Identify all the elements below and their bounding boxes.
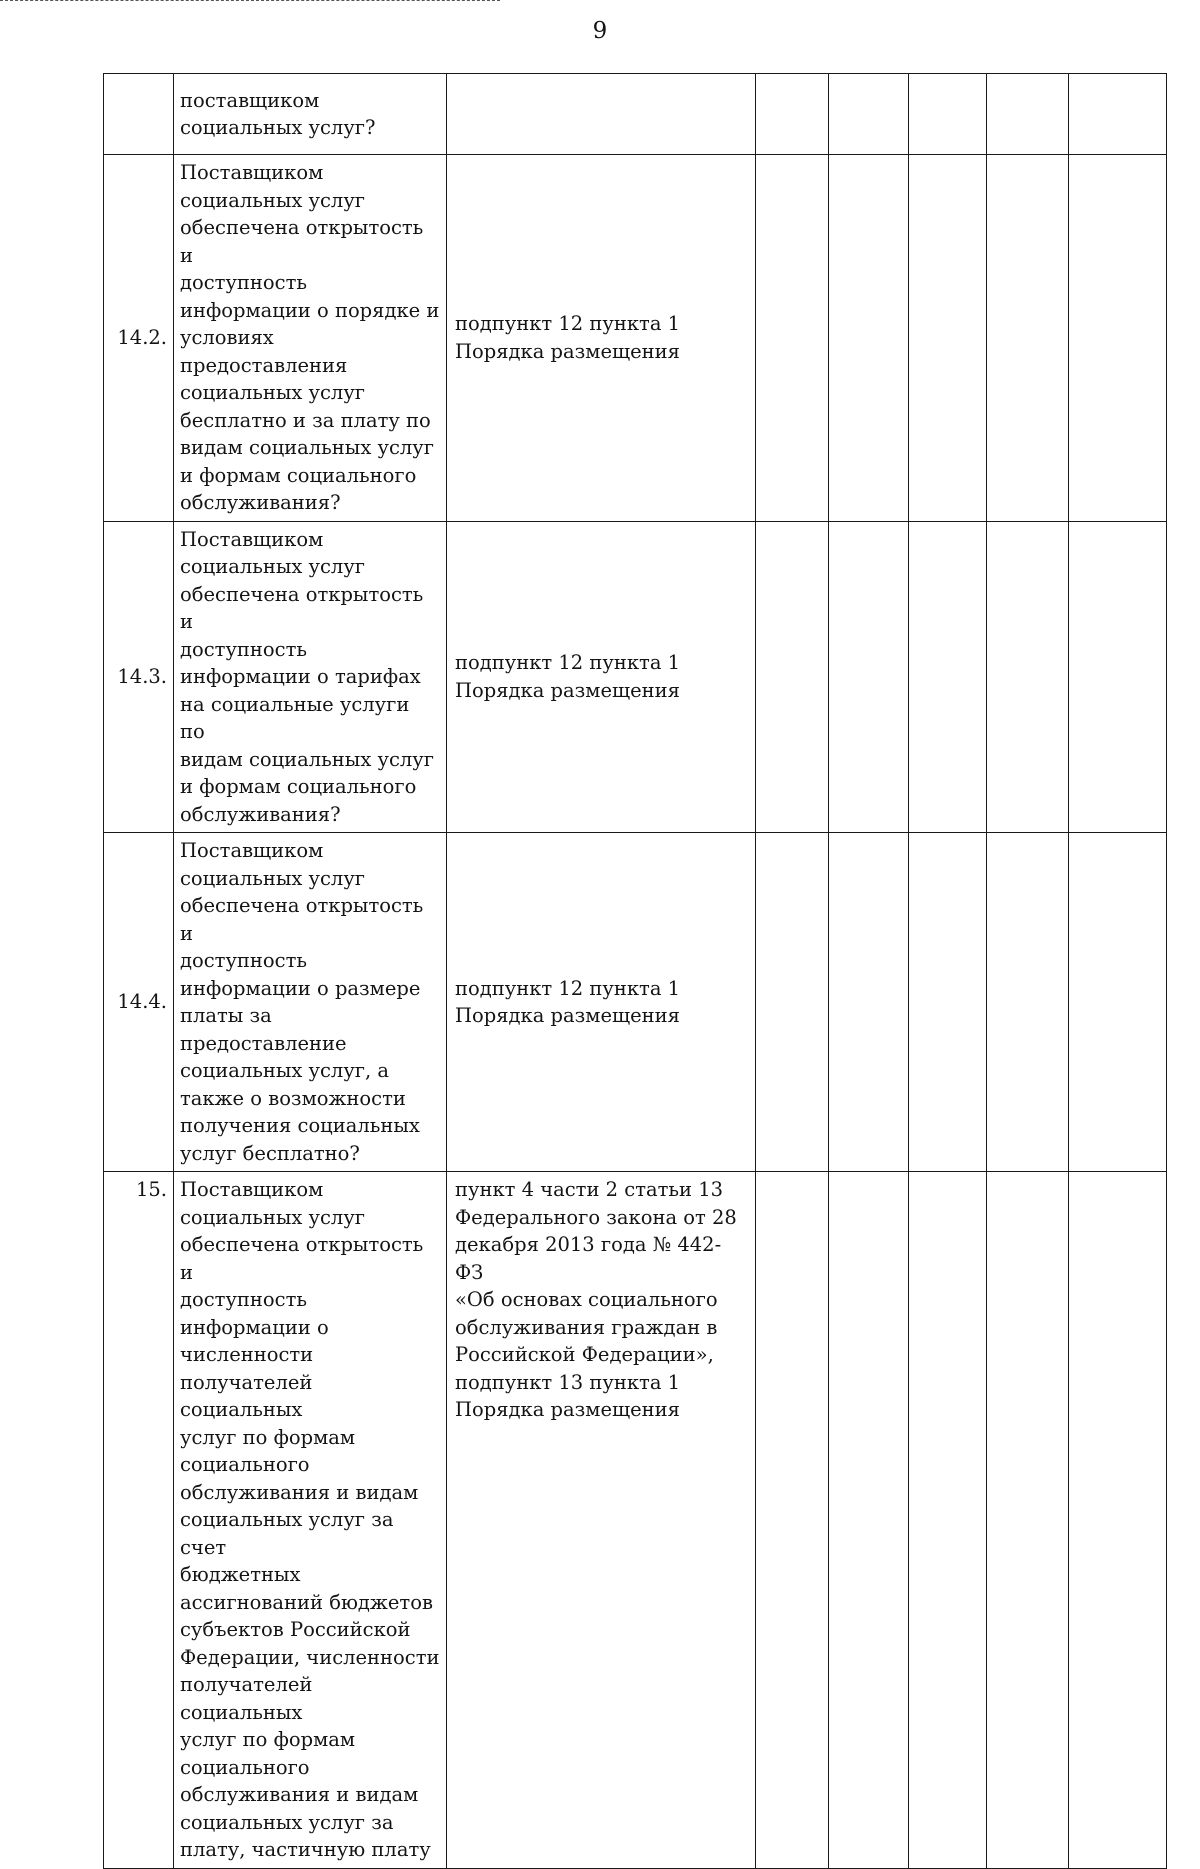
- answer-cell: [987, 833, 1069, 1172]
- answer-cell: [829, 833, 909, 1172]
- requirement-text: Поставщиком социальных услуг обеспечена открытость и доступность информации о численности получателей социальных услуг по формам социального обслуживания и видам социальных услуг за счет бюджетных ассигнований бюджетов субъектов Российской Федерации, численности получателей социальных услуг по формам социального обслуживания и видам социальных услуг за плату, частичную плату: [174, 1172, 447, 1869]
- top-dashed-rule: [0, 0, 500, 1]
- answer-cell: [756, 833, 829, 1172]
- answer-cell: [987, 521, 1069, 833]
- table-row: [104, 833, 1167, 1172]
- requirement-text: поставщиком социальных услуг?: [174, 74, 447, 155]
- note-cell: [1069, 1172, 1167, 1869]
- page-number: 9: [592, 18, 608, 44]
- requirement-text: Поставщиком социальных услуг обеспечена открытость и доступность информации о порядке и условиях предоставления социальных услуг бесплатно и за плату по видам социальных услуг и формам социального обслуживания?: [174, 155, 447, 522]
- requirement-text: Поставщиком социальных услуг обеспечена открытость и доступность информации о размере платы за предоставление социальных услуг, а также о возможности получения социальных услуг бесплатно?: [174, 833, 447, 1172]
- requirement-text: Поставщиком социальных услуг обеспечена открытость и доступность информации о тарифах на социальные услуги по видам социальных услуг и формам социального обслуживания?: [174, 521, 447, 833]
- note-cell: [1069, 74, 1167, 155]
- item-number: 14.2.: [104, 155, 174, 522]
- answer-cell: [909, 74, 987, 155]
- table-row: [104, 74, 1167, 155]
- answer-cell: [987, 1172, 1069, 1869]
- answer-cell: [756, 74, 829, 155]
- answer-cell: [829, 74, 909, 155]
- answer-cell: [756, 1172, 829, 1869]
- answer-cell: [909, 833, 987, 1172]
- note-cell: [1069, 155, 1167, 522]
- item-number: 14.4.: [104, 833, 174, 1172]
- note-cell: [1069, 521, 1167, 833]
- requirements-table: [103, 73, 1167, 1869]
- answer-cell: [829, 521, 909, 833]
- table-row: [104, 1172, 1167, 1869]
- answer-cell: [756, 155, 829, 522]
- legal-reference: пункт 4 части 2 статьи 13 Федерального закона от 28 декабря 2013 года № 442-ФЗ «Об основах социального обслуживания граждан в Российской Федерации», подпункт 13 пункта 1 Порядка размещения: [447, 1172, 756, 1869]
- table-row: [104, 521, 1167, 833]
- answer-cell: [909, 521, 987, 833]
- legal-reference: подпункт 12 пункта 1 Порядка размещения: [447, 521, 756, 833]
- note-cell: [1069, 833, 1167, 1172]
- answer-cell: [987, 155, 1069, 522]
- item-number: 14.3.: [104, 521, 174, 833]
- legal-reference: подпункт 12 пункта 1 Порядка размещения: [447, 833, 756, 1172]
- table-row: [104, 155, 1167, 522]
- legal-reference: [447, 74, 756, 155]
- answer-cell: [829, 155, 909, 522]
- answer-cell: [909, 1172, 987, 1869]
- answer-cell: [829, 1172, 909, 1869]
- item-number: [104, 74, 174, 155]
- answer-cell: [987, 74, 1069, 155]
- answer-cell: [909, 155, 987, 522]
- item-number: 15.: [104, 1172, 174, 1869]
- answer-cell: [756, 521, 829, 833]
- legal-reference: подпункт 12 пункта 1 Порядка размещения: [447, 155, 756, 522]
